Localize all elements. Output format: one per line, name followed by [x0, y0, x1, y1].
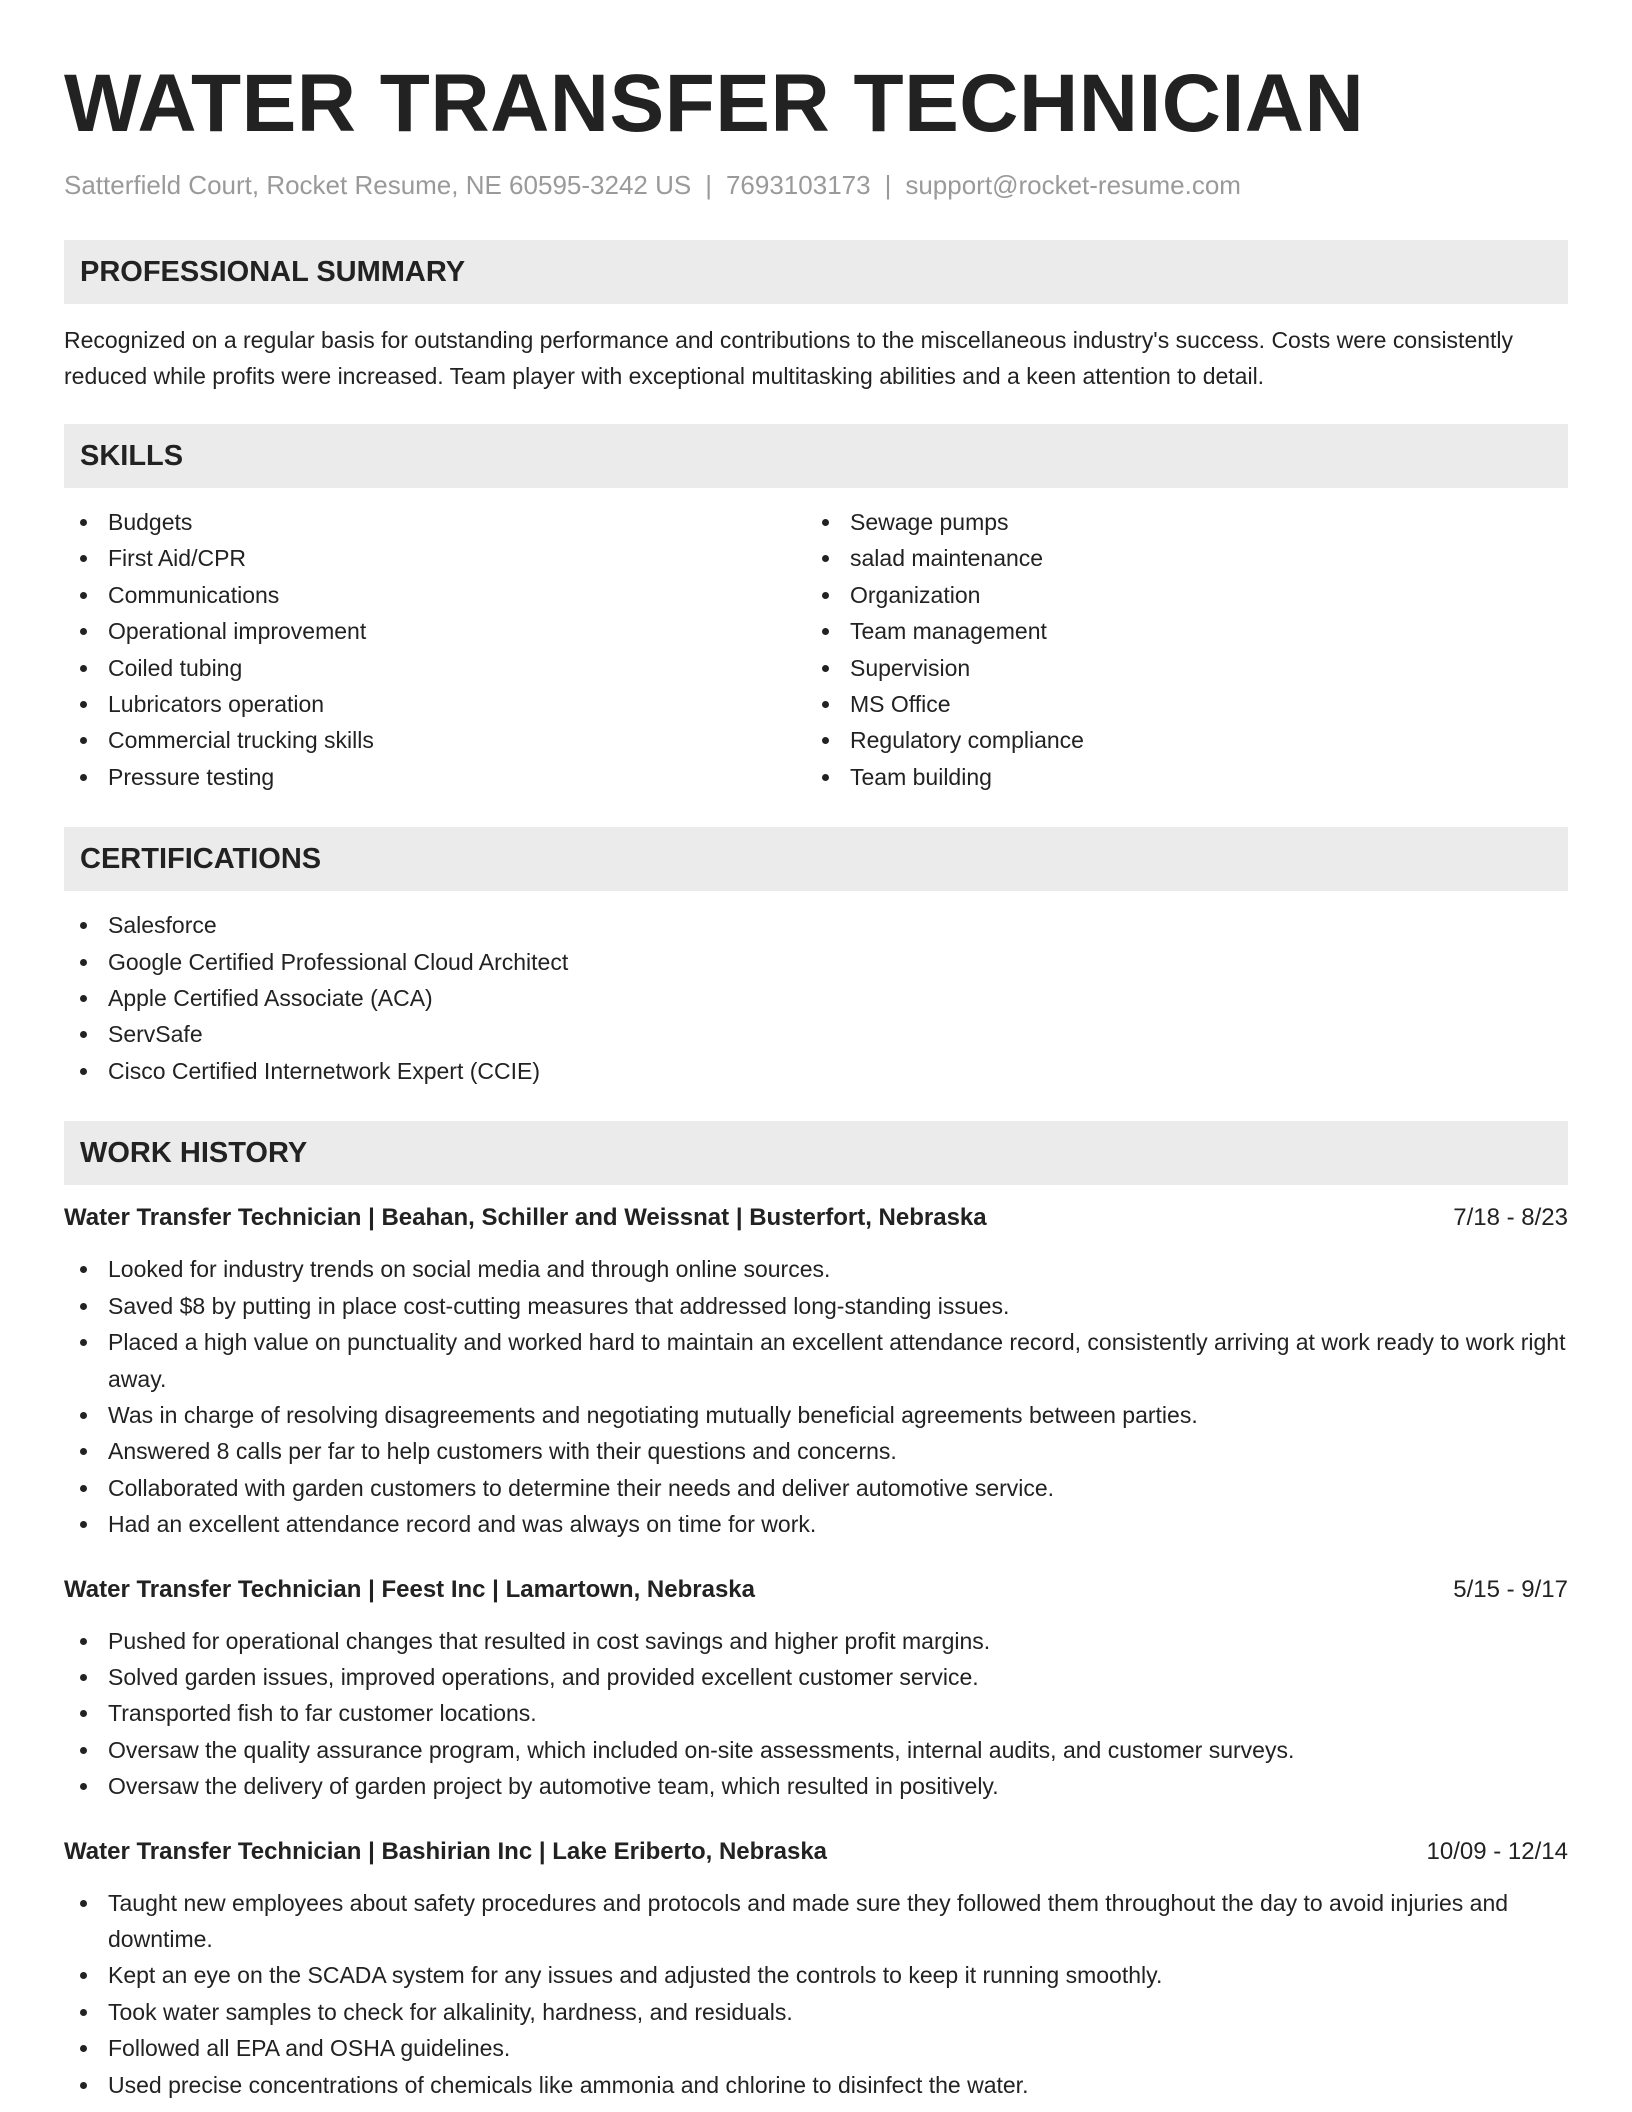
- job-header: [64, 1201, 1568, 1235]
- skill-item: Sewage pumps: [806, 504, 1548, 540]
- job-bullet: Looked for industry trends on social media and through online sources.: [64, 1251, 1568, 1287]
- job-entry: [64, 1835, 1568, 2103]
- job-bullet: Used precise concentrations of chemicals like ammonia and chlorine to disinfect the water.: [64, 2067, 1568, 2103]
- job-bullets: [64, 1885, 1568, 2103]
- contact-email: support@rocket-resume.com: [905, 170, 1241, 200]
- certification-item: ServSafe: [64, 1016, 1568, 1052]
- skill-item: Regulatory compliance: [806, 722, 1548, 758]
- skill-item: Supervision: [806, 650, 1548, 686]
- skill-item: First Aid/CPR: [64, 540, 806, 576]
- job-bullet: Collaborated with garden customers to determine their needs and deliver automotive service.: [64, 1470, 1568, 1506]
- skill-item: Organization: [806, 577, 1548, 613]
- job-dates: 7/18 - 8/23: [1453, 1204, 1568, 1232]
- job-title: Water Transfer Technician | Feest Inc | Lamartown, Nebraska: [64, 1575, 755, 1603]
- job-bullet: Transported fish to far customer locations.: [64, 1695, 1568, 1731]
- job-bullet: Saved $8 by putting in place cost-cutting measures that addressed long-standing issues.: [64, 1288, 1568, 1324]
- resume-page: [64, 56, 1568, 2103]
- job-bullet: Oversaw the delivery of garden project by automotive team, which resulted in positively.: [64, 1768, 1568, 1804]
- contact-phone: 7693103173: [725, 170, 871, 200]
- skills-columns: [64, 504, 1568, 795]
- skill-item: salad maintenance: [806, 540, 1548, 576]
- certification-item: Google Certified Professional Cloud Architect: [64, 944, 1568, 980]
- contact-line: [64, 168, 1568, 202]
- skill-item: Team building: [806, 759, 1548, 795]
- contact-address: Satterfield Court, Rocket Resume, NE 60595-3242 US: [64, 170, 692, 200]
- job-bullet: Followed all EPA and OSHA guidelines.: [64, 2030, 1568, 2066]
- job-bullet: Was in charge of resolving disagreements and negotiating mutually beneficial agreements between parties.: [64, 1397, 1568, 1433]
- job-dates: 10/09 - 12/14: [1426, 1837, 1568, 1865]
- job-bullet: Kept an eye on the SCADA system for any issues and adjusted the controls to keep it running smoothly.: [64, 1957, 1568, 1993]
- skills-heading: SKILLS: [64, 424, 1568, 488]
- skill-item: Lubricators operation: [64, 686, 806, 722]
- contact-separator: |: [705, 170, 712, 200]
- job-bullet: Solved garden issues, improved operations, and provided excellent customer service.: [64, 1659, 1568, 1695]
- job-bullet: Took water samples to check for alkalinity, hardness, and residuals.: [64, 1994, 1568, 2030]
- job-header: [64, 1573, 1568, 1607]
- work-history-list: [64, 1201, 1568, 2103]
- certification-item: Apple Certified Associate (ACA): [64, 980, 1568, 1016]
- job-bullet: Taught new employees about safety procedures and protocols and made sure they followed them throughout the day to avoid injuries and downtime.: [64, 1885, 1568, 1958]
- skill-item: Pressure testing: [64, 759, 806, 795]
- job-entry: [64, 1201, 1568, 1542]
- job-title: Water Transfer Technician | Beahan, Schiller and Weissnat | Busterfort, Nebraska: [64, 1204, 987, 1232]
- skill-item: Budgets: [64, 504, 806, 540]
- contact-separator: |: [884, 170, 892, 200]
- job-dates: 5/15 - 9/17: [1453, 1575, 1568, 1603]
- job-bullet: Pushed for operational changes that resulted in cost savings and higher profit margins.: [64, 1623, 1568, 1659]
- certification-item: Cisco Certified Internetwork Expert (CCIE): [64, 1053, 1568, 1089]
- skill-item: Coiled tubing: [64, 650, 806, 686]
- job-header: [64, 1835, 1568, 1869]
- skill-item: Commercial trucking skills: [64, 722, 806, 758]
- job-bullets: [64, 1623, 1568, 1805]
- skills-list-left: [64, 504, 806, 795]
- skill-item: MS Office: [806, 686, 1548, 722]
- certifications-list: [64, 907, 1568, 1089]
- job-entry: [64, 1573, 1568, 1805]
- certification-item: Salesforce: [64, 907, 1568, 943]
- skill-item: Communications: [64, 577, 806, 613]
- certifications-heading: CERTIFICATIONS: [64, 827, 1568, 891]
- summary-text: Recognized on a regular basis for outstanding performance and contributions to the miscellaneous industry's success. Costs were consistently reduced while profits were increased. Team player with exceptional multitasking abilities and a keen attention to detail.: [64, 327, 1514, 389]
- work-history-heading: WORK HISTORY: [64, 1121, 1568, 1185]
- job-title: Water Transfer Technician | Bashirian Inc | Lake Eriberto, Nebraska: [64, 1837, 828, 1865]
- skill-item: Team management: [806, 613, 1548, 649]
- skill-item: Operational improvement: [64, 613, 806, 649]
- job-bullet: Answered 8 calls per far to help customers with their questions and concerns.: [64, 1433, 1568, 1469]
- summary-heading: PROFESSIONAL SUMMARY: [64, 240, 1568, 304]
- job-bullets: [64, 1251, 1568, 1542]
- candidate-name: WATER TRANSFER TECHNICIAN: [64, 58, 1365, 149]
- job-bullet: Placed a high value on punctuality and worked hard to maintain an excellent attendance record, consistently arriving at work ready to work right away.: [64, 1324, 1568, 1397]
- skills-list-right: [806, 504, 1548, 795]
- job-bullet: Had an excellent attendance record and was always on time for work.: [64, 1506, 1568, 1542]
- job-bullet: Oversaw the quality assurance program, which included on-site assessments, internal audits, and customer surveys.: [64, 1732, 1568, 1768]
